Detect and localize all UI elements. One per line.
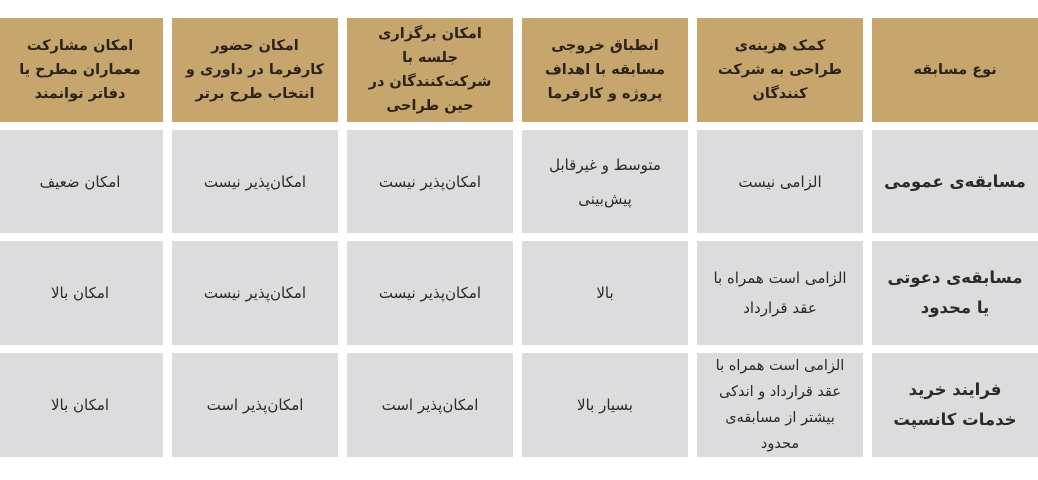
table-cell (347, 241, 513, 345)
table-cell (347, 353, 513, 457)
table-cell (0, 241, 163, 345)
cell-value: بسیار بالا (577, 396, 633, 414)
header-label: امکان مشارکت معماران مطرح یا دفاتر توانمند (19, 38, 141, 102)
table-cell (0, 353, 163, 457)
table-cell (697, 241, 863, 345)
header-cell-competition-type (872, 18, 1038, 122)
cell-value: امکان‌پذیر نیست (378, 172, 482, 191)
cell-value: الزامی است همراه با عقد قرارداد (713, 269, 847, 317)
cell-value: بالا (596, 284, 614, 302)
row-type-cell (872, 130, 1038, 233)
row-type-label: مسابقه‌ی عمومی (884, 171, 1026, 191)
table-cell (522, 130, 688, 233)
header-label: امکان حضور کارفرما در داوری و انتخاب طرح برتر (185, 38, 325, 102)
cell-value: امکان‌پذیر است (381, 396, 479, 414)
table-cell (697, 353, 863, 457)
row-type-cell (872, 353, 1038, 457)
header-cell-output-alignment (522, 18, 688, 122)
header-label: امکان برگزاری جلسه با شرکت‌کنندگان در حین طراحی (368, 26, 492, 114)
header-label: نوع مسابقه (913, 62, 997, 78)
table-cell (172, 353, 338, 457)
cell-value: امکان‌پذیر نیست (378, 284, 482, 302)
header-cell-client-jury (172, 18, 338, 122)
comparison-table (0, 18, 1038, 457)
table-cell (172, 241, 338, 345)
cell-value: متوسط و غیرقابل پیش‌بینی (549, 155, 661, 208)
row-type-cell (872, 241, 1038, 345)
table-cell (0, 130, 163, 233)
cell-value: امکان‌پذیر نیست (203, 172, 307, 191)
header-cell-design-allowance (697, 18, 863, 122)
cell-value: امکان‌پذیر نیست (203, 284, 307, 302)
table-cell (172, 130, 338, 233)
cell-value: امکان‌پذیر است (206, 396, 304, 414)
table-cell (522, 241, 688, 345)
cell-value: امکان بالا (50, 284, 110, 302)
header-label: انطباق خروجی مسابقه با اهداف پروژه و کارفرما (544, 38, 666, 102)
cell-value: الزامی است همراه با عقد قرارداد و اندکی بیشتر از مسابقه‌ی محدود (715, 358, 845, 452)
cell-value: امکان بالا (50, 396, 110, 414)
table-cell (522, 353, 688, 457)
cell-value: الزامی نیست (738, 172, 822, 191)
header-cell-meeting-possibility (347, 18, 513, 122)
row-type-label: مسابقه‌ی دعوتی یا محدود (887, 268, 1023, 317)
cell-value: امکان ضعیف (39, 172, 121, 191)
header-cell-architect-participation (0, 18, 163, 122)
header-label: کمک هزینه‌ی طراحی به شرکت کنندگان (717, 38, 843, 102)
row-type-label: فرایند خرید خدمات کانسپت (893, 380, 1017, 429)
table-cell (697, 130, 863, 233)
table-cell (347, 130, 513, 233)
